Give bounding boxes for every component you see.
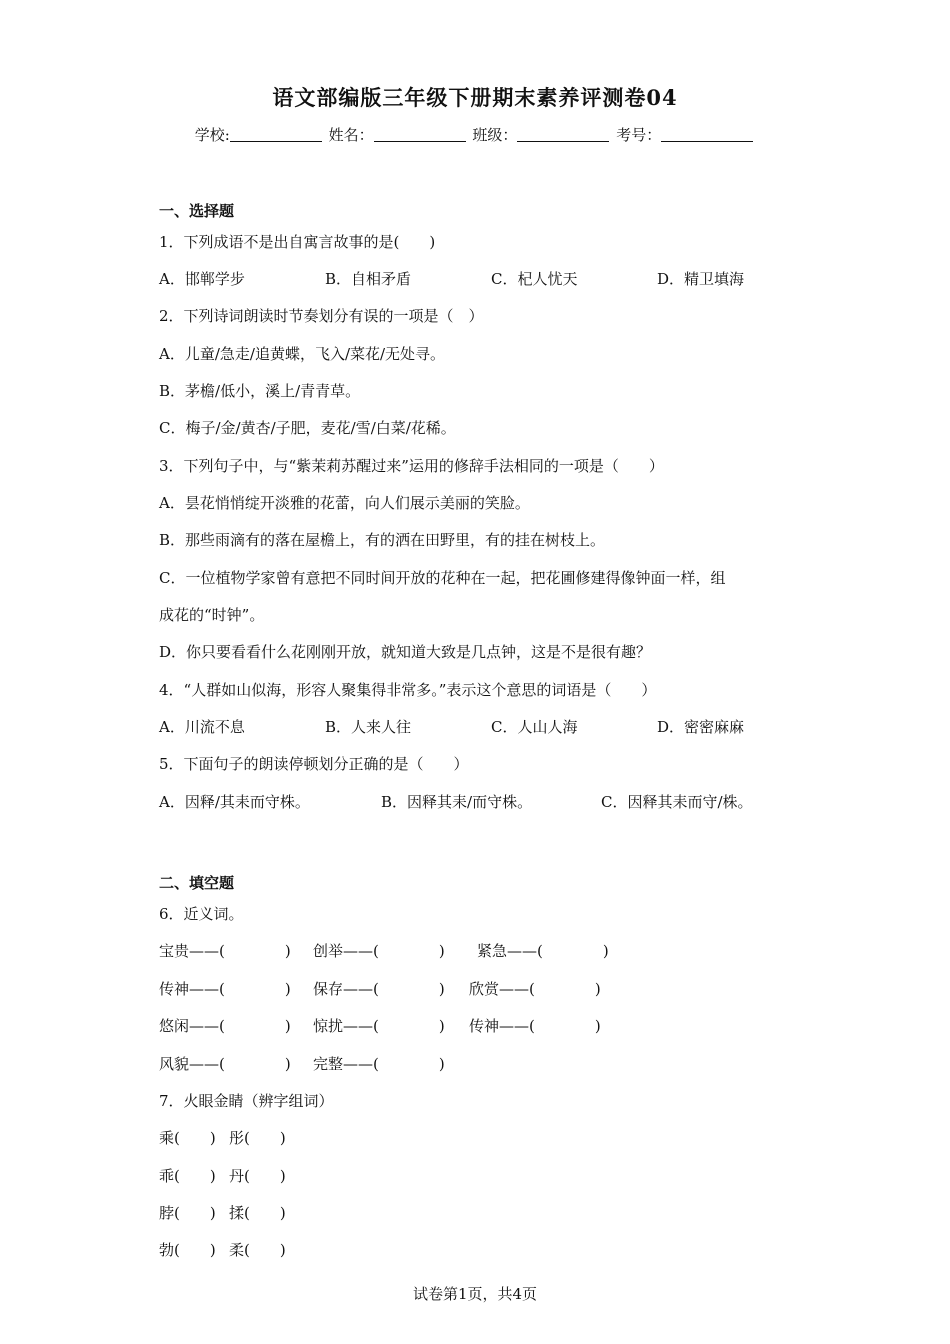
synonym-blank[interactable]: 惊扰——( )	[313, 1017, 445, 1035]
question-6-stem: 6．近义词。	[159, 905, 244, 923]
word-blank[interactable]: 丹( )	[229, 1167, 286, 1185]
option[interactable]: C．杞人忧天	[491, 270, 578, 288]
word-blank[interactable]: 脖( )	[159, 1204, 216, 1222]
question-7-stem: 7．火眼金睛（辨字组词）	[159, 1092, 334, 1110]
synonym-blank[interactable]: 风貌——( )	[159, 1055, 291, 1073]
question-4-stem: 4．“人群如山似海，形容人聚集得非常多。”表示这个意思的词语是（ ）	[159, 681, 657, 699]
option[interactable]: C．梅子/金/黄杏/子肥，麦花/雪/白菜/花稀。	[159, 419, 456, 437]
word-blank[interactable]: 揉( )	[229, 1204, 286, 1222]
question-7-row	[159, 1239, 286, 1260]
option[interactable]: A．川流不息	[159, 718, 245, 736]
synonym-blank[interactable]: 传神——( )	[469, 1017, 601, 1035]
school-label: 学校:	[194, 126, 230, 144]
exam-number-blank[interactable]	[661, 127, 753, 142]
question-5-stem: 5．下面句子的朗读停顿划分正确的是（ ）	[159, 755, 469, 773]
question-5-options	[159, 791, 753, 812]
option[interactable]: C．一位植物学家曾有意把不同时间开放的花种在一起，把花圃修建得像钟面一样，组	[159, 569, 726, 587]
synonym-blank[interactable]: 紧急——( )	[477, 942, 609, 960]
word-blank[interactable]: 彤( )	[229, 1129, 286, 1147]
option[interactable]: C．人山人海	[491, 718, 578, 736]
exam-number-label: 考号：	[616, 126, 662, 144]
option[interactable]: B．人来人往	[325, 718, 412, 736]
option[interactable]: B．因释其耒/而守株。	[381, 793, 533, 811]
page-footer: 试卷第1页，共4页	[412, 1285, 538, 1303]
synonym-blank[interactable]: 悠闲——( )	[159, 1017, 291, 1035]
option-continuation: 成花的“时钟”。	[159, 606, 265, 624]
synonym-blank[interactable]: 保存——( )	[313, 980, 445, 998]
synonym-blank[interactable]: 欣赏——( )	[469, 980, 601, 998]
question-6-row	[159, 1053, 445, 1074]
question-7-row	[159, 1127, 286, 1148]
synonym-blank[interactable]: 宝贵——( )	[159, 942, 291, 960]
option[interactable]: D．精卫填海	[657, 270, 745, 288]
word-blank[interactable]: 柔( )	[229, 1241, 286, 1259]
question-1-stem: 1．下列成语不是出自寓言故事的是( )	[159, 233, 436, 251]
question-4-options	[159, 716, 744, 737]
option[interactable]: A．邯郸学步	[159, 270, 245, 288]
student-info-line	[0, 124, 950, 145]
class-label: 班级：	[472, 126, 518, 144]
synonym-blank[interactable]: 创举——( )	[313, 942, 445, 960]
option[interactable]: D．你只要看看什么花刚刚开放，就知道大致是几点钟，这是不是很有趣？	[159, 643, 652, 661]
word-blank[interactable]: 乘( )	[159, 1129, 216, 1147]
question-6-row	[159, 978, 601, 999]
option[interactable]: B．自相矛盾	[325, 270, 412, 288]
question-7-row	[159, 1202, 286, 1223]
option[interactable]: A．因释/其耒而守株。	[159, 793, 310, 811]
synonym-blank[interactable]: 完整——( )	[313, 1055, 445, 1073]
question-6-row	[159, 1015, 601, 1036]
option[interactable]: A．儿童/急走/追黄蝶，飞入/菜花/无处寻。	[159, 345, 446, 363]
option[interactable]: B．茅檐/低小，溪上/青青草。	[159, 382, 361, 400]
question-6-row	[159, 940, 609, 961]
section-heading-choice: 一、选择题	[159, 202, 235, 220]
question-2-stem: 2．下列诗词朗读时节奏划分有误的一项是（ ）	[159, 307, 484, 325]
synonym-blank[interactable]: 传神——( )	[159, 980, 291, 998]
exam-title: 语文部编版三年级下册期末素养评测卷04	[272, 85, 678, 110]
school-blank[interactable]	[230, 127, 322, 142]
name-label: 姓名：	[328, 126, 374, 144]
question-1-options	[159, 268, 744, 289]
question-3-stem: 3．下列句子中，与“紫茉莉苏醒过来”运用的修辞手法相同的一项是（ ）	[159, 457, 664, 475]
option[interactable]: D．密密麻麻	[657, 718, 745, 736]
option[interactable]: A．昙花悄悄绽开淡雅的花蕾，向人们展示美丽的笑脸。	[159, 494, 530, 512]
class-blank[interactable]	[517, 127, 609, 142]
question-7-row	[159, 1165, 286, 1186]
option[interactable]: B．那些雨滴有的落在屋檐上，有的洒在田野里，有的挂在树枝上。	[159, 531, 606, 549]
section-heading-fill: 二、填空题	[159, 874, 235, 892]
name-blank[interactable]	[374, 127, 466, 142]
word-blank[interactable]: 勃( )	[159, 1241, 216, 1259]
word-blank[interactable]: 乖( )	[159, 1167, 216, 1185]
option[interactable]: C．因释其耒而守/株。	[601, 793, 753, 811]
